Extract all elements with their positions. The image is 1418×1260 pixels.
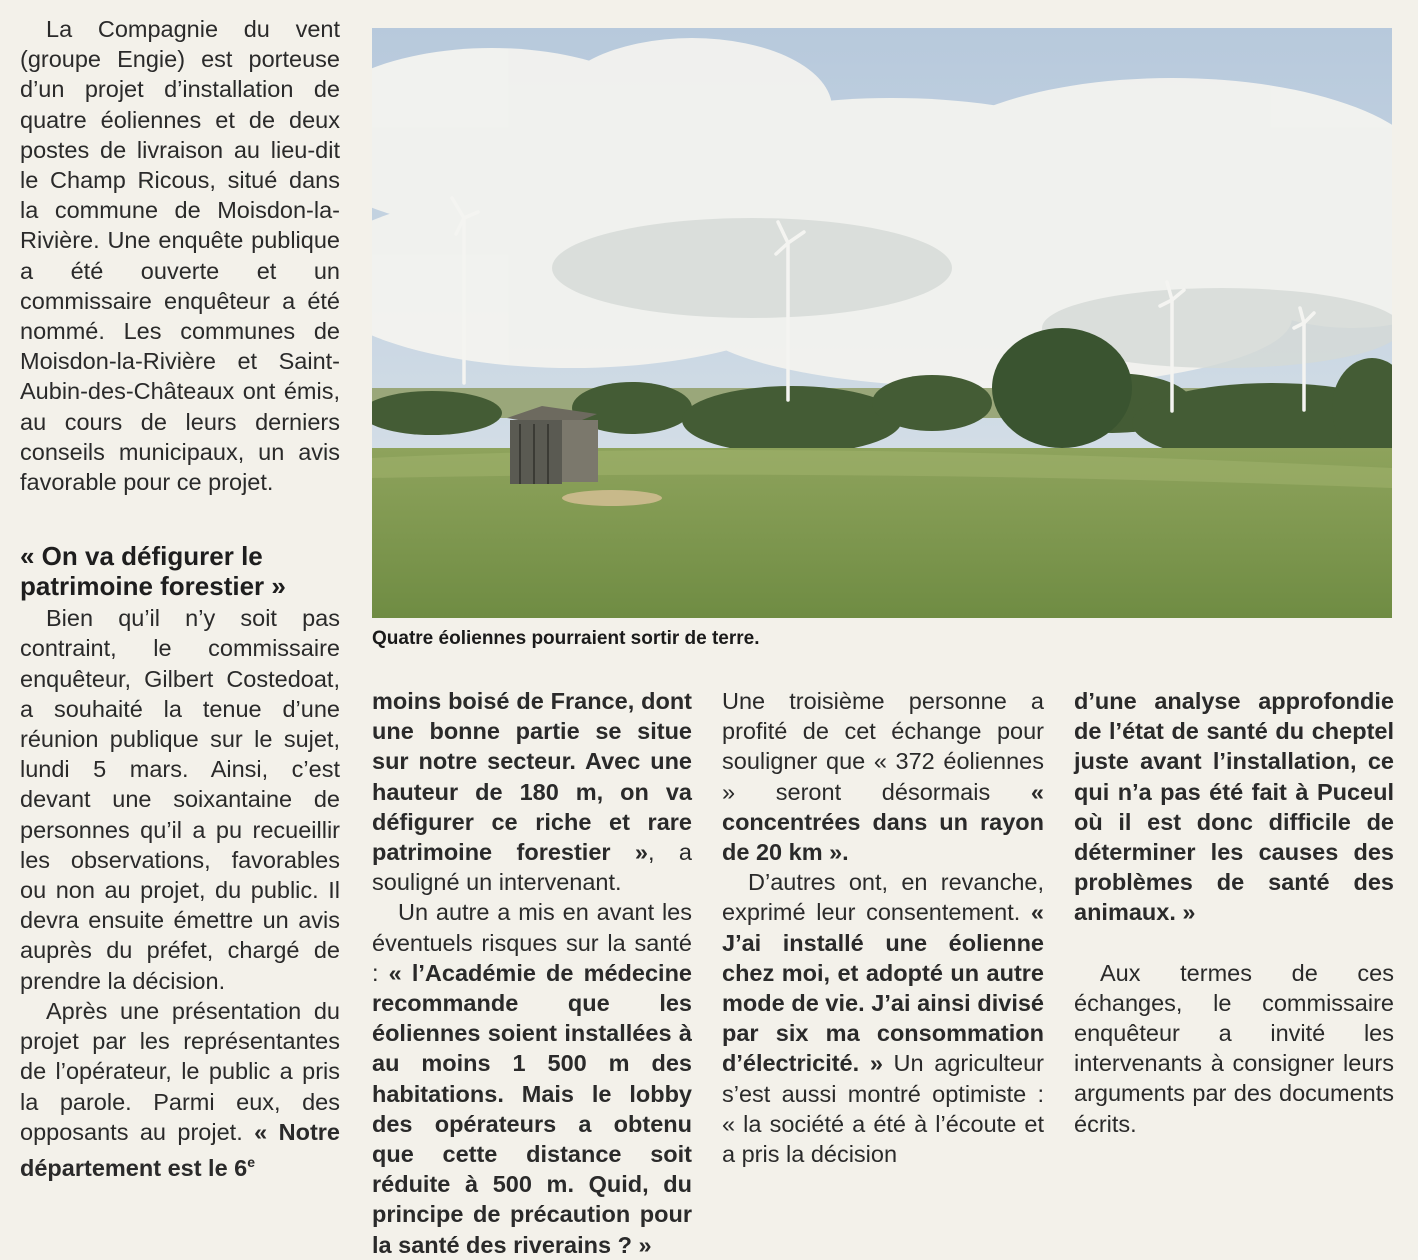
paragraph-4: D’autres ont, en revanche, exprimé leur consentement. « J’ai installé une éolienne chez moi, et adopté un autre mode de vie. J’ai ainsi divisé par six ma consommation d’électricité. » Un agriculteur s’est aussi montré optimiste : « la société a été à l’écoute et a pris la décision	[722, 869, 1044, 1168]
paragraph-2-start: Après une présentation du projet par les représentantes de l’opérateur, le public a pris la parole. Parmi eux, des opposants au projet. « Notre département est le 6e	[20, 997, 341, 1181]
article-column-2	[372, 686, 692, 1260]
photo-caption: Quatre éoliennes pourraient sortir de terre.	[372, 628, 760, 649]
bleed-through-text	[860, 8, 1400, 28]
article-column-1	[20, 14, 340, 1183]
article-column-3	[722, 686, 1044, 1169]
article-subheading: « On va défigurer le patrimoine forestier »	[20, 541, 286, 602]
article-column-4	[1074, 686, 1394, 1139]
paragraph-1: Bien qu’il n’y soit pas contraint, le commissaire enquêteur, Gilbert Costedoat, a souhaité la tenue d’une réunion publique sur le sujet, lundi 5 mars. Ainsi, c’est devant une soixantaine de personnes qu’il a pu recueillir les observations, favorables ou non au projet, du public. Il devra ensuite émettre un avis auprès du préfet, chargé de prendre la décision.	[20, 605, 340, 994]
intro-paragraph: La Compagnie du vent (groupe Engie) est porteuse d’un projet d’installation de quatre éoliennes et de deux postes de livraison au lieu-dit le Champ Ricous, situé dans la commune de Moisdon-la-Rivière. Une enquête publique a été ouverte et un commissaire enquêteur a été nommé. Les communes de Moisdon-la-Rivière et Saint-Aubin-des-Châteaux ont émis, au cours de leurs derniers conseils municipaux, un avis favorable pour ce projet.	[20, 16, 340, 496]
quote-departement: « Notre département est le 6e	[20, 1118, 341, 1181]
wind-turbines-photo	[372, 28, 1392, 618]
paragraph-3: Un autre a mis en avant les éventuels risques sur la santé : « l’Académie de médecine recommande que les éoliennes soient installées à au moins 1 500 m des habitations. Mais le lobby des opérateurs a obtenu que cette distance soit réduite à 500 m. Quid, du principe de précaution pour la santé des riverains ? »	[372, 899, 692, 1258]
paragraph-4-end: d’une analyse approfondie de l’état de santé du cheptel juste avant l’installation, ce qui n’a pas été fait à Puceul où il est donc difficile de déterminer les causes des problèmes de santé des animaux. »	[1074, 688, 1394, 926]
field-hut	[507, 406, 598, 484]
paragraph-2-end: moins boisé de France, dont une bonne partie se situe sur notre secteur. Avec une hauteur de 180 m, on va défigurer ce riche et rare patrimoine forestier », a souligné un intervenant.	[372, 688, 692, 896]
paragraph-5: Aux termes de ces échanges, le commissaire enquêteur a invité les intervenants à consigner leurs arguments par des documents écrits.	[1074, 959, 1394, 1137]
paragraph-gap	[1074, 928, 1394, 958]
paragraph-3-end: Une troisième personne a profité de cet échange pour souligner que « 372 éoliennes » seront désormais « concentrées dans un rayon de 20 km ».	[722, 688, 1044, 866]
